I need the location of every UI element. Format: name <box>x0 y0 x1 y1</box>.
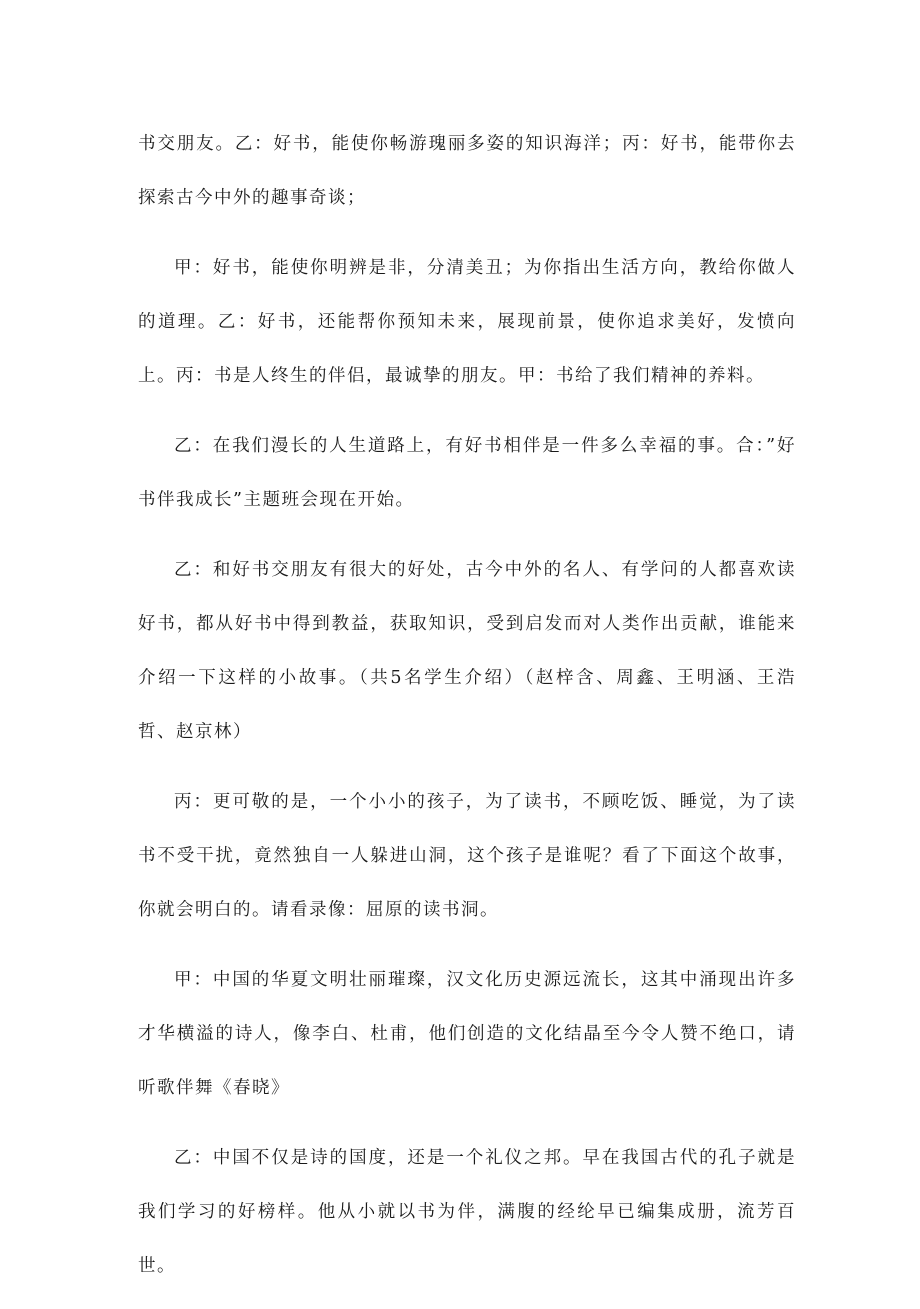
paragraph-1: 书交朋友。乙：好书，能使你畅游瑰丽多姿的知识海洋；丙：好书，能带你去探索古今中外的趣事奇谈； <box>138 134 796 208</box>
paragraph-2: 甲：好书，能使你明辨是非，分清美丑；为你指出生活方向，教给你做人的道理。乙：好书，还能帮你预知未来，展现前景，使你追求美好，发愤向上。丙：书是人终生的伴侣，最诚挚的朋友。甲：书给了我们精神的养料。 <box>138 258 796 386</box>
paragraph-7: 乙：中国不仅是诗的国度，还是一个礼仪之邦。早在我国古代的孔子就是我们学习的好榜样。他从小就以书为伴，满腹的经纶早已编集成册，流芳百世。 <box>138 1148 796 1276</box>
paragraph-5: 丙：更可敬的是，一个小小的孩子，为了读书，不顾吃饭、睡觉，为了读书不受干扰，竟然独自一人躲进山洞，这个孩子是谁呢？看了下面这个故事，你就会明白的。请看录像：屈原的读书洞。 <box>138 792 796 920</box>
paragraph-6: 甲：中国的华夏文明壮丽璀璨，汉文化历史源远流长，这其中涌现出许多才华横溢的诗人，像李白、杜甫，他们创造的文化结晶至今令人赞不绝口，请听歌伴舞《春晓》 <box>138 970 796 1098</box>
paragraph-4: 乙：和好书交朋友有很大的好处，古今中外的名人、有学问的人都喜欢读好书，都从好书中得到教益，获取知识，受到启发而对人类作出贡献，谁能来介绍一下这样的小故事。（共5名学生介绍）（赵梓含、周鑫、王明涵、王浩哲、赵京林） <box>138 560 796 742</box>
paragraph-3: 乙：在我们漫长的人生道路上，有好书相伴是一件多么幸福的事。合：”好书伴我成长”主题班会现在开始。 <box>138 436 796 510</box>
document-body <box>138 117 796 1309</box>
